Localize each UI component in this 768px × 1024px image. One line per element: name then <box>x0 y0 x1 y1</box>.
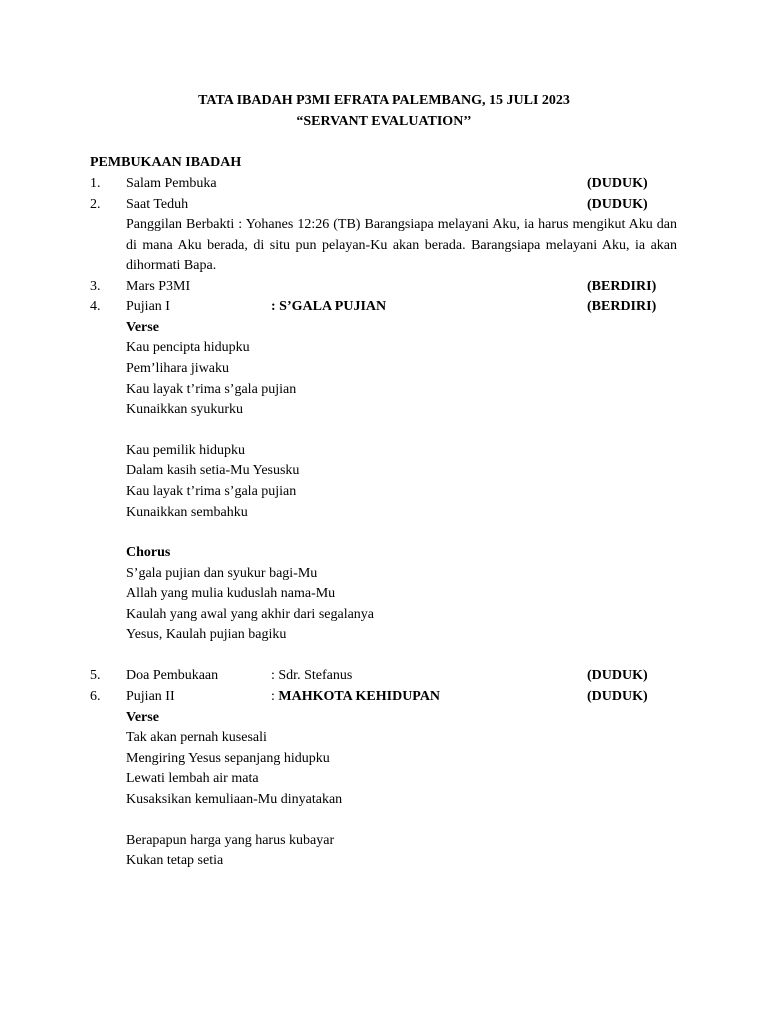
lyric-line: Kau layak t’rima s’gala pujian <box>126 382 297 397</box>
item-number: 4. <box>90 299 101 314</box>
lyric-line: Dalam kasih setia-Mu Yesusku <box>126 463 300 478</box>
lyric-line: Kunaikkan syukurku <box>126 402 244 417</box>
lyric-line: Kaulah yang awal yang akhir dari segalanya <box>126 607 375 622</box>
posture-label: (DUDUK) <box>587 176 648 191</box>
lyric-line: Kukan tetap setia <box>126 853 224 868</box>
posture-label: (DUDUK) <box>587 197 648 212</box>
lyric-line: Allah yang mulia kuduslah nama-Mu <box>126 586 336 601</box>
document-title: TATA IBADAH P3MI EFRATA PALEMBANG, 15 JULI 2023 <box>198 93 570 108</box>
item-number: 3. <box>90 279 101 294</box>
lyric-line: Kau pemilik hidupku <box>126 443 245 458</box>
item-number: 5. <box>90 668 101 683</box>
lyric-line: Berapapun harga yang harus kubayar <box>126 833 335 848</box>
verse-label: Verse <box>126 320 159 335</box>
song-title-text: MAHKOTA KEHIDUPAN <box>278 689 441 704</box>
lyric-line: Pem’lihara jiwaku <box>126 361 230 376</box>
lyric-line: Yesus, Kaulah pujian bagiku <box>126 627 287 642</box>
item-label: Mars P3MI <box>126 279 191 294</box>
item-number: 6. <box>90 689 101 704</box>
lyric-line: Mengiring Yesus sepanjang hidupku <box>126 751 330 766</box>
posture-label: (DUDUK) <box>587 668 648 683</box>
lyric-line: Kunaikkan sembahku <box>126 505 248 520</box>
posture-label: (BERDIRI) <box>587 279 657 294</box>
section-heading-opening: PEMBUKAAN IBADAH <box>90 155 242 170</box>
call-to-worship-paragraph: Panggilan Berbakti : Yohanes 12:26 (TB) Barangsiapa melayani Aku, ia harus mengikut Aku dan di mana Aku berada, di situ pun pelayan-Ku akan berada. Barangsiapa melayani Aku, ia akan dihormati Bapa. <box>126 217 677 273</box>
lyric-line: S’gala pujian dan syukur bagi-Mu <box>126 566 318 581</box>
item-label: Pujian II <box>126 689 175 704</box>
lyric-line: Tak akan pernah kusesali <box>126 730 267 745</box>
verse-label: Verse <box>126 710 159 725</box>
item-number: 1. <box>90 176 101 191</box>
lyric-line: Lewati lembah air mata <box>126 771 259 786</box>
song-title-prefix: : <box>271 689 279 704</box>
officiant-name: : Sdr. Stefanus <box>271 668 353 683</box>
song-title <box>271 687 440 707</box>
posture-label: (BERDIRI) <box>587 299 657 314</box>
item-label: Doa Pembukaan <box>126 668 219 683</box>
item-label: Salam Pembuka <box>126 176 217 191</box>
document-subtitle: “SERVANT EVALUATION’’ <box>296 114 472 129</box>
song-title: : S’GALA PUJIAN <box>271 299 387 314</box>
lyric-line: Kau layak t’rima s’gala pujian <box>126 484 297 499</box>
item-number: 2. <box>90 197 101 212</box>
chorus-label: Chorus <box>126 545 171 560</box>
posture-label: (DUDUK) <box>587 689 648 704</box>
item-label: Saat Teduh <box>126 197 189 212</box>
lyric-line: Kusaksikan kemuliaan-Mu dinyatakan <box>126 792 343 807</box>
item-label: Pujian I <box>126 299 170 314</box>
lyric-line: Kau pencipta hidupku <box>126 340 250 355</box>
